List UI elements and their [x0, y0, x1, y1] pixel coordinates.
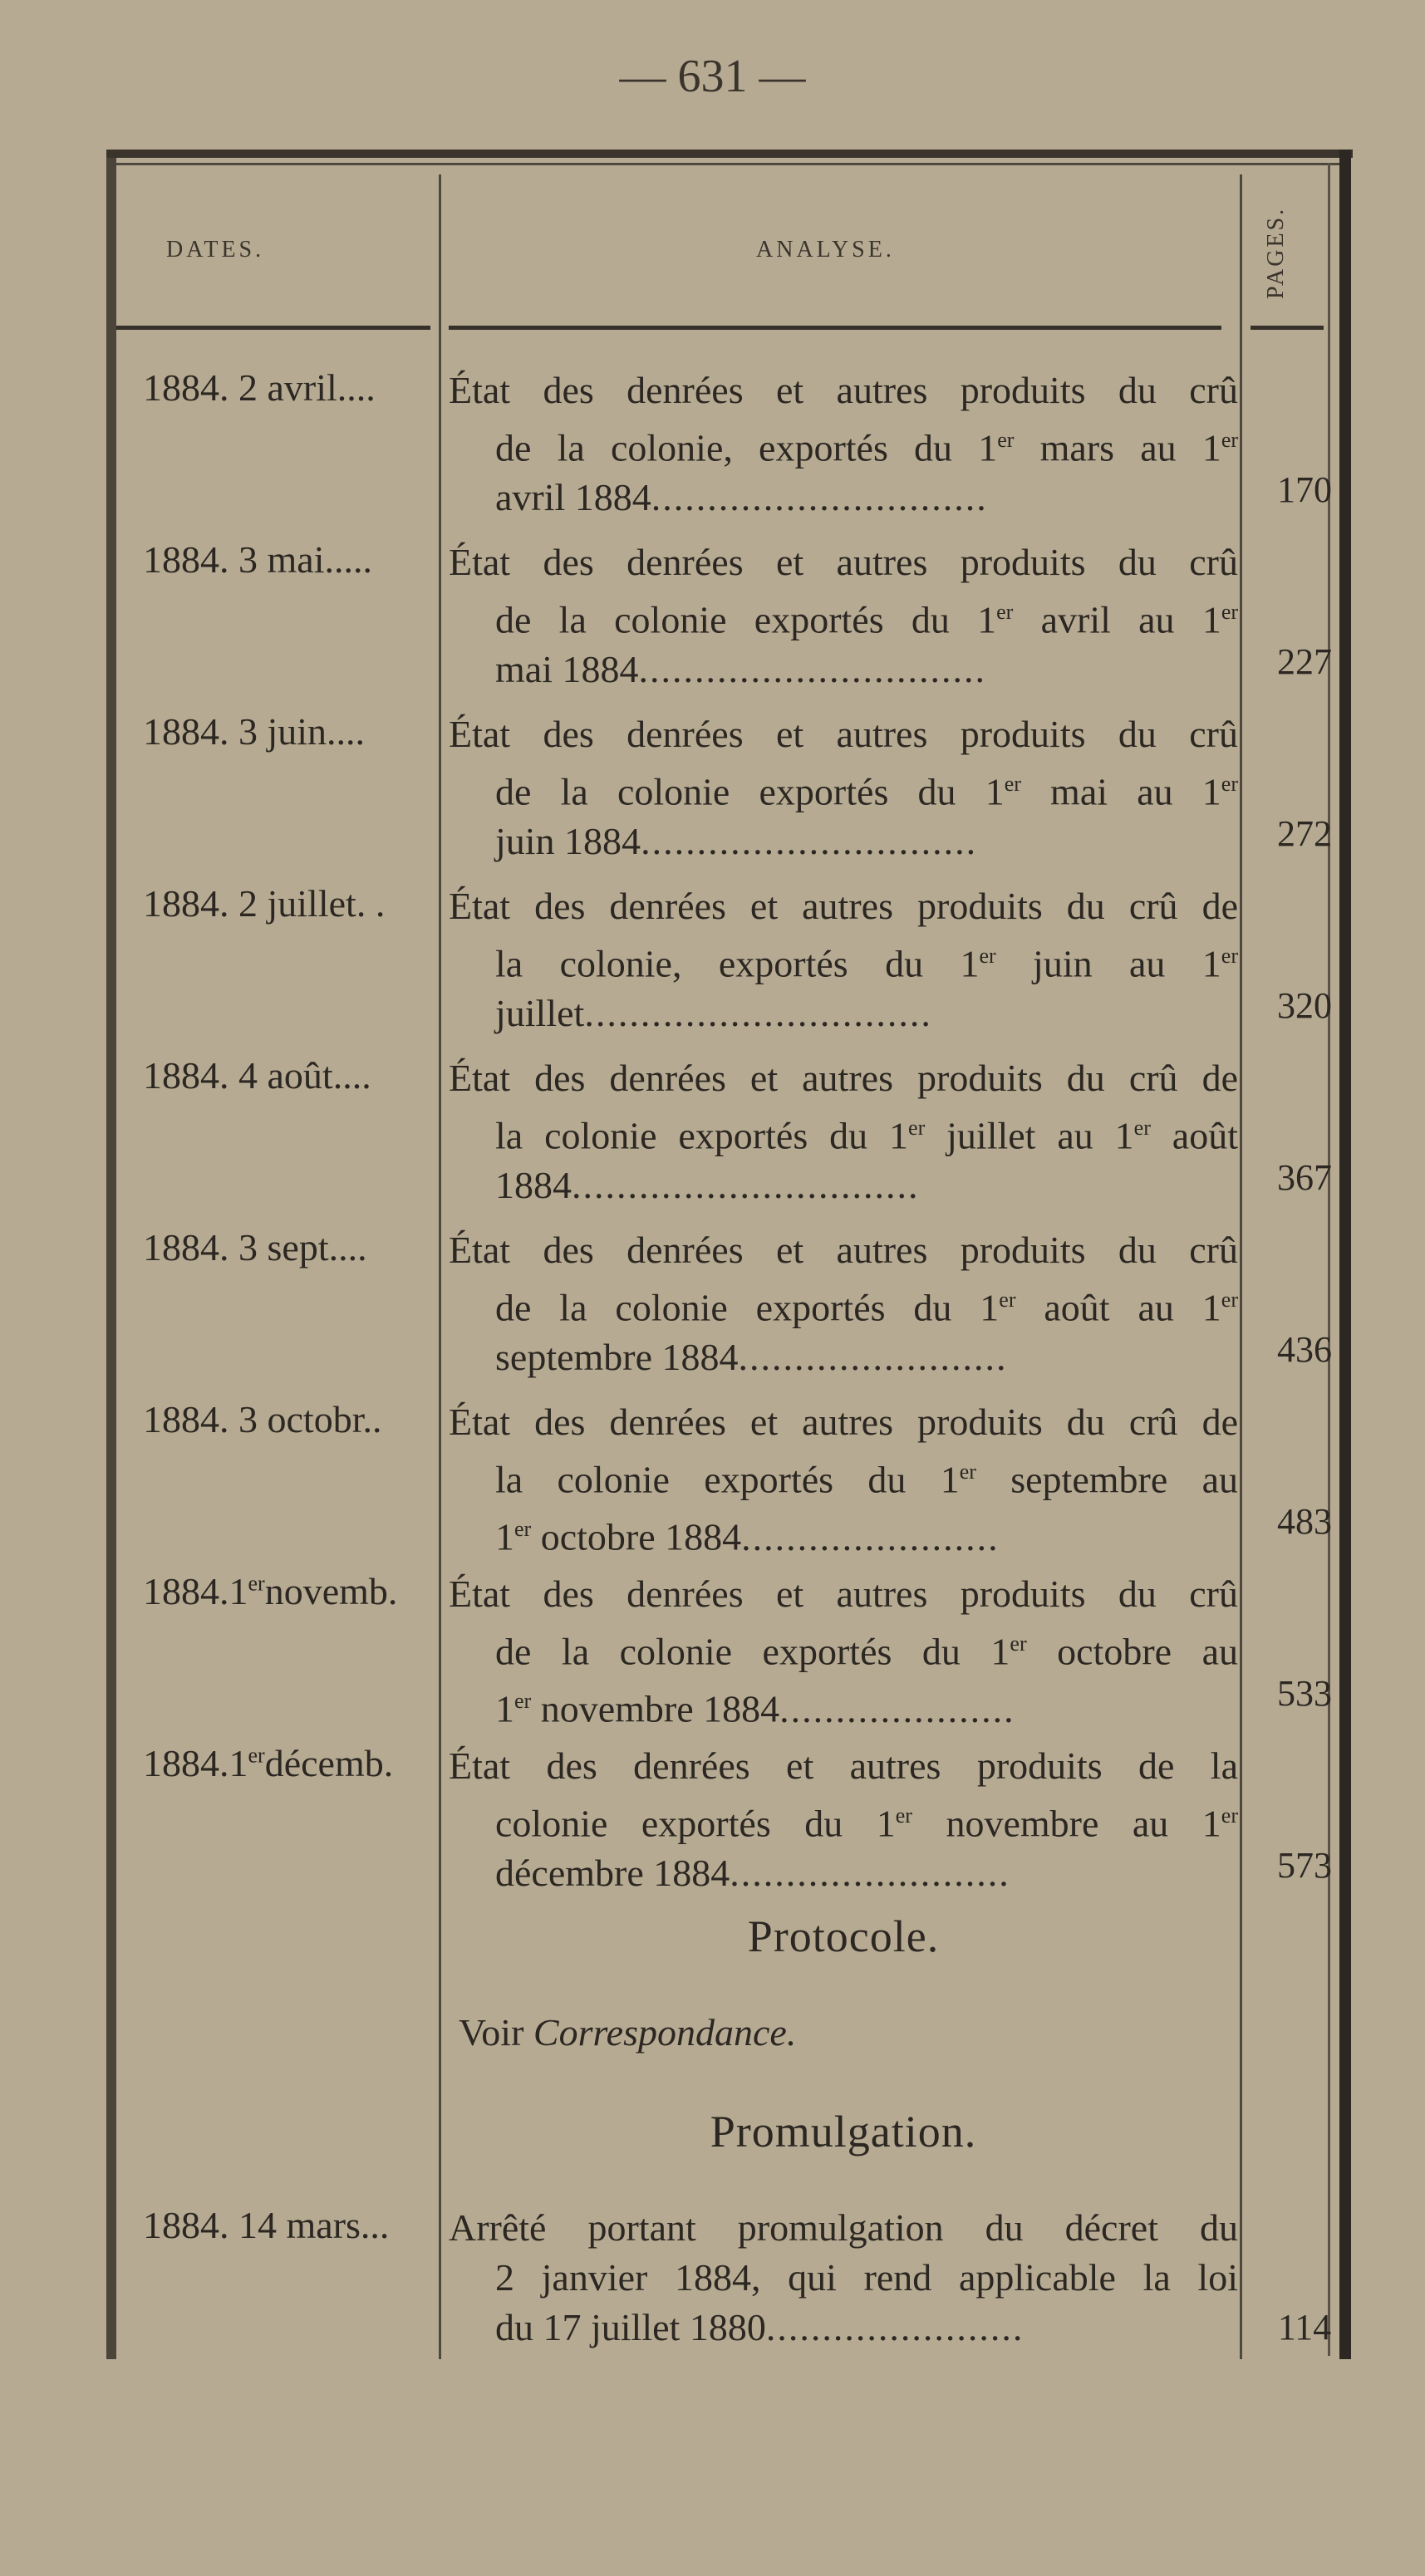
header-analyse: ANALYSE. [756, 237, 895, 263]
entry-analyse-line: État des denrées et autres produits du crû de [449, 1401, 1238, 1443]
table-frame-top [106, 150, 1353, 158]
entry-analyse-line: État des denrées et autres produits du crû de [449, 1057, 1238, 1099]
table-frame-left [106, 150, 116, 2359]
entry-analyse-line: colonie exportés du 1er novembre au 1er [495, 1802, 1238, 1845]
entry-analyse [449, 1225, 1238, 1382]
entry-analyse-line: avril 1884.............................. [449, 473, 1238, 523]
entry-date: 1884. 3 octobr.. [143, 1398, 382, 1440]
header-rule-dates [116, 326, 430, 330]
entry-date: 1884. 3 sept.... [143, 1226, 367, 1268]
column-divider-pages [1240, 174, 1242, 2359]
dot-leader: .............................. [651, 476, 988, 519]
entry-analyse-line: État des denrées et autres produits du crû [449, 1229, 1238, 1271]
dot-leader: ............................... [572, 1164, 920, 1207]
entry-page-number: 436 [1277, 1329, 1332, 1370]
entry-analyse-line: État des denrées et autres produits du crû [449, 541, 1238, 583]
header-pages: PAGES. [1263, 206, 1289, 299]
entry-page-number: 170 [1277, 469, 1332, 510]
entry-analyse [449, 2203, 1238, 2353]
entry-analyse [449, 1053, 1238, 1210]
entry-analyse [449, 1569, 1238, 1735]
dot-leader: ............................... [584, 992, 932, 1035]
entry-analyse-line: Arrêté portant promulgation du décret du [449, 2206, 1238, 2249]
entry-analyse-line: 1er novembre 1884..................... [449, 1676, 1238, 1734]
voir-reference: Correspondance. [533, 2011, 797, 2053]
header-rule-pages [1251, 326, 1324, 330]
entry-date: 1884. 2 avril.... [143, 366, 376, 409]
entry-analyse-line: septembre 1884........................ [449, 1332, 1238, 1382]
section-title-protocole: Protocole. [747, 1911, 940, 1961]
entry-analyse-line: mai 1884............................... [449, 645, 1238, 694]
entry-analyse-line: État des denrées et autres produits du crû [449, 369, 1238, 411]
entry-analyse-line: juillet............................... [449, 989, 1238, 1038]
entry-page-number: 272 [1277, 813, 1332, 854]
entry-analyse-line: du 17 juillet 1880....................... [449, 2303, 1238, 2353]
entry-analyse-line: État des denrées et autres produits du crû de [449, 885, 1238, 927]
entry-page-number: 533 [1277, 1673, 1332, 1714]
entry-analyse-line: de la colonie exportés du 1er mai au 1er [495, 770, 1238, 813]
entry-analyse-line: décembre 1884......................... [449, 1848, 1238, 1898]
dot-leader: ..................... [779, 1687, 1015, 1730]
entry-analyse [449, 709, 1238, 866]
entry-analyse [449, 1741, 1238, 1898]
column-divider-dates [439, 174, 441, 2359]
header-rule-analyse [449, 326, 1221, 330]
entry-analyse [449, 881, 1238, 1038]
entry-date: 1884. 3 juin.... [143, 710, 366, 753]
section-title-promulgation: Promulgation. [710, 2107, 977, 2156]
entry-analyse-line: État des denrées et autres produits du crû [449, 713, 1238, 755]
dot-leader: ....................... [741, 1515, 1000, 1558]
dot-leader: .............................. [641, 820, 978, 863]
entry-date: 1884. 4 août.... [143, 1054, 371, 1097]
entry-analyse-line: 1er octobre 1884....................... [449, 1504, 1238, 1562]
dot-leader: ........................ [738, 1336, 1008, 1379]
entry-date: 1884.1ernovemb. [143, 1570, 398, 1612]
entry-page-number: 573 [1277, 1845, 1332, 1886]
entry-analyse-line: la colonie exportés du 1er septembre au [495, 1458, 1238, 1501]
entry-analyse-line: de la colonie, exportés du 1er mars au 1er [495, 426, 1239, 469]
entry-page-number: 114 [1277, 2307, 1332, 2348]
entry-analyse [449, 537, 1238, 694]
entry-analyse [449, 1397, 1238, 1563]
dot-leader: ............................... [638, 648, 986, 691]
entry-analyse-line: de la colonie exportés du 1er avril au 1er [495, 598, 1239, 641]
entry-date: 1884. 14 mars... [143, 2204, 390, 2246]
entry-page-number: 227 [1277, 641, 1332, 682]
entry-analyse-line: 2 janvier 1884, qui rend applicable la loi [495, 2256, 1238, 2299]
entry-date: 1884.1erdécemb. [143, 1742, 394, 1784]
header-dates: DATES. [166, 237, 265, 263]
protocole-reference [459, 2010, 796, 2054]
entry-page-number: 320 [1277, 985, 1332, 1026]
entry-analyse-line: la colonie, exportés du 1er juin au 1er [495, 942, 1238, 985]
entry-analyse-line: de la colonie exportés du 1er août au 1er [495, 1286, 1238, 1329]
entry-analyse-line: État des denrées et autres produits de la [449, 1744, 1238, 1787]
entry-analyse-line: 1884............................... [449, 1160, 1238, 1210]
entry-analyse [449, 366, 1238, 523]
entry-date: 1884. 2 juillet. . [143, 882, 386, 925]
table-frame-top-inner [116, 163, 1346, 165]
entry-analyse-line: de la colonie exportés du 1er octobre au [495, 1630, 1239, 1673]
voir-label: Voir [459, 2011, 524, 2053]
entry-page-number: 367 [1277, 1157, 1332, 1198]
page-number: — 631 — [619, 51, 806, 102]
entry-analyse-line: État des denrées et autres produits du crû [449, 1573, 1238, 1615]
dot-leader: ....................... [765, 2306, 1025, 2348]
entry-date: 1884. 3 mai..... [143, 538, 372, 581]
entry-page-number: 483 [1277, 1501, 1332, 1542]
dot-leader: ......................... [730, 1852, 1010, 1895]
entry-analyse-line: juin 1884.............................. [449, 817, 1238, 866]
table-frame-right [1339, 150, 1351, 2359]
entry-analyse-line: la colonie exportés du 1er juillet au 1er août [495, 1114, 1238, 1157]
